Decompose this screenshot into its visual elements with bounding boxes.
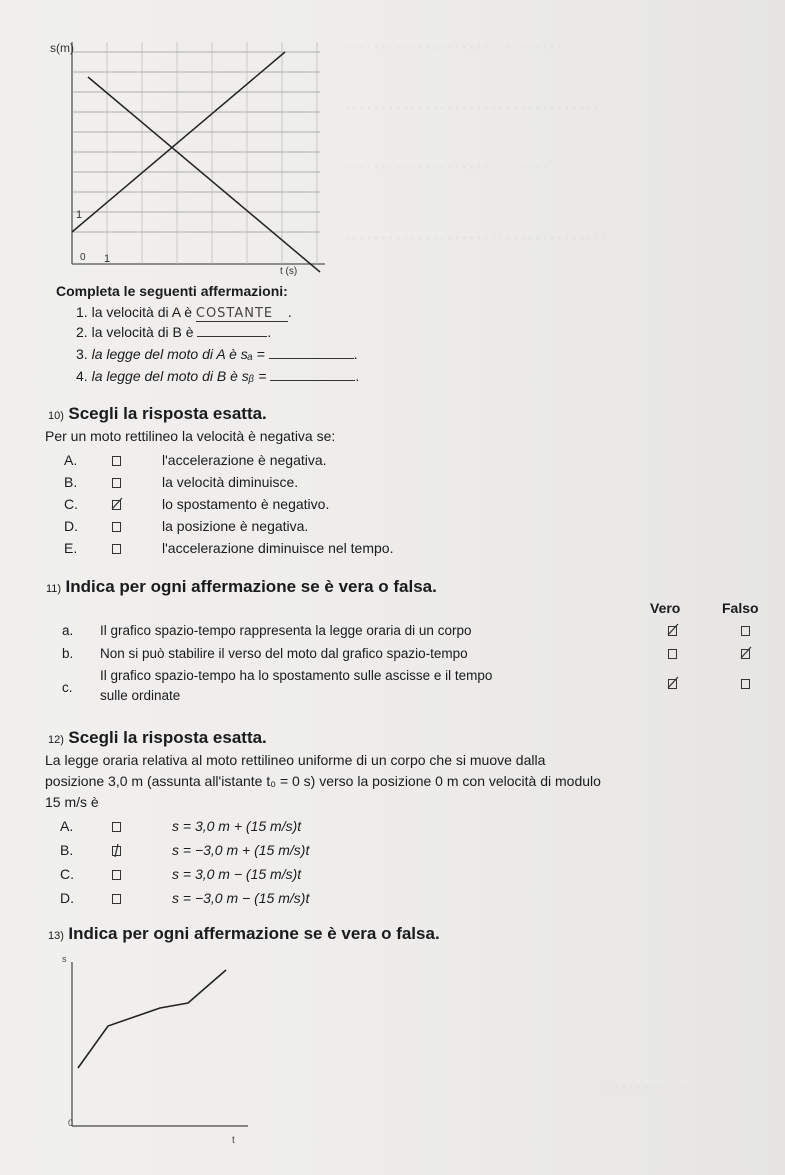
question-title: Scegli la risposta esatta. [68,404,267,423]
y-tick-1: 1 [76,209,83,221]
option-letter: C. [64,496,78,512]
question-number: 11) [46,583,62,595]
origin-label: 0 [68,1118,74,1128]
row-text: Non si può stabilire il verso del moto dal grafico spazio-tempo [100,646,468,661]
option-text: la posizione è negativa. [162,518,309,534]
option-letter: B. [64,474,78,490]
position-time-graph-ab [40,22,340,282]
grid [72,42,325,264]
row-letter: a. [62,623,74,638]
blank-answer[interactable] [269,358,354,359]
option-letter: D. [60,890,74,906]
item-text: la legge del moto di A è sₐ = [91,346,265,362]
option-text: lo spostamento è negativo. [162,496,330,512]
option-formula: s = 3,0 m + (15 m/s)t [172,818,302,834]
line-a [72,52,285,232]
option-letter: A. [64,452,78,468]
item-text: la velocità di A è [91,304,192,320]
q12-question-line-3: 15 m/s è [45,794,99,810]
option-formula: s = −3,0 m + (15 m/s)t [172,842,310,858]
origin-label: 0 [80,252,86,263]
q13-heading [48,924,440,944]
item-end: . [267,324,272,340]
q12-question-line-1: La legge oraria relativa al moto rettilineo uniforme di un corpo che si muove dalla [45,752,546,768]
option-letter: A. [60,818,74,834]
x-tick-1: 1 [104,253,111,265]
motion-curve [78,970,226,1068]
handwritten-check-mark-icon [109,496,125,512]
handwritten-check-mark-icon [665,675,681,691]
option-letter: C. [60,866,74,882]
row-text: Il grafico spazio-tempo ha lo spostamento sulle ascisse e il tempo [100,668,493,683]
handwritten-check-mark-icon [110,841,126,859]
handwritten-check-mark-icon [738,645,754,661]
x-axis-label: t [232,1135,235,1146]
complete-title: Completa le seguenti affermazioni: [56,283,288,299]
option-a-checkbox[interactable] [112,456,121,466]
row-letter: c. [62,680,73,695]
complete-item-2 [76,324,271,340]
complete-item-4 [76,368,359,384]
item-end: . [355,368,360,384]
row-c-false-checkbox[interactable] [741,679,750,689]
row-text-continued: sulle ordinate [100,688,181,703]
option-b-checkbox[interactable] [112,478,121,488]
option-formula: s = 3,0 m − (15 m/s)t [172,866,302,882]
question-title: Indica per ogni affermazione se è vera o falsa. [68,924,440,943]
q12-heading [48,728,267,748]
column-false: Falso [722,600,759,616]
option-letter: B. [60,842,74,858]
handwritten-answer[interactable]: COSTANTE [196,306,288,322]
row-letter: b. [62,646,74,661]
row-a-false-checkbox[interactable] [741,626,750,636]
y-axis-label: s [62,954,67,964]
complete-item-1 [76,304,292,322]
option-formula: s = −3,0 m − (15 m/s)t [172,890,310,906]
option-e-checkbox[interactable] [112,544,121,554]
q11-heading [46,577,437,597]
handwritten-check-mark-icon [665,622,681,638]
column-true: Vero [650,600,681,616]
item-number: 1. [76,304,88,320]
row-b-true-checkbox[interactable] [668,649,677,659]
question-number: 13) [48,930,64,942]
item-text: la legge del moto di B è sᵦ = [91,368,267,384]
position-time-graph-q13 [48,948,258,1148]
q12-question-line-2: posizione 3,0 m (assunta all'istante t₀ = 0 s) verso la posizione 0 m con velocità di modulo [45,773,601,789]
option-a-checkbox[interactable] [112,822,121,832]
x-axis-label: t (s) [280,266,298,277]
y-axis-label: s(m) [50,41,74,55]
option-d-checkbox[interactable] [112,894,121,904]
question-title: Indica per ogni affermazione se è vera o falsa. [65,577,437,596]
option-text: la velocità diminuisce. [162,474,299,490]
question-title: Scegli la risposta esatta. [68,728,267,747]
option-d-checkbox[interactable] [112,522,121,532]
option-letter: D. [64,518,78,534]
line-b [88,77,320,272]
q10-heading [48,404,267,424]
question-number: 12) [48,734,64,746]
item-text: la velocità di B è [91,324,194,340]
question-number: 10) [48,410,64,422]
blank-answer[interactable] [270,380,355,381]
row-text: Il grafico spazio-tempo rappresenta la legge oraria di un corpo [100,623,472,638]
option-text: l'accelerazione è negativa. [162,452,327,468]
item-number: 2. [76,324,88,340]
item-end: . [353,346,358,362]
q10-question: Per un moto rettilineo la velocità è negativa se: [45,428,336,444]
item-number: 4. [76,368,88,384]
item-end: . [287,304,292,320]
option-text: l'accelerazione diminuisce nel tempo. [162,540,394,556]
complete-item-3 [76,346,358,362]
option-c-checkbox[interactable] [112,870,121,880]
item-number: 3. [76,346,88,362]
option-letter: E. [64,540,78,556]
blank-answer[interactable] [197,336,267,337]
